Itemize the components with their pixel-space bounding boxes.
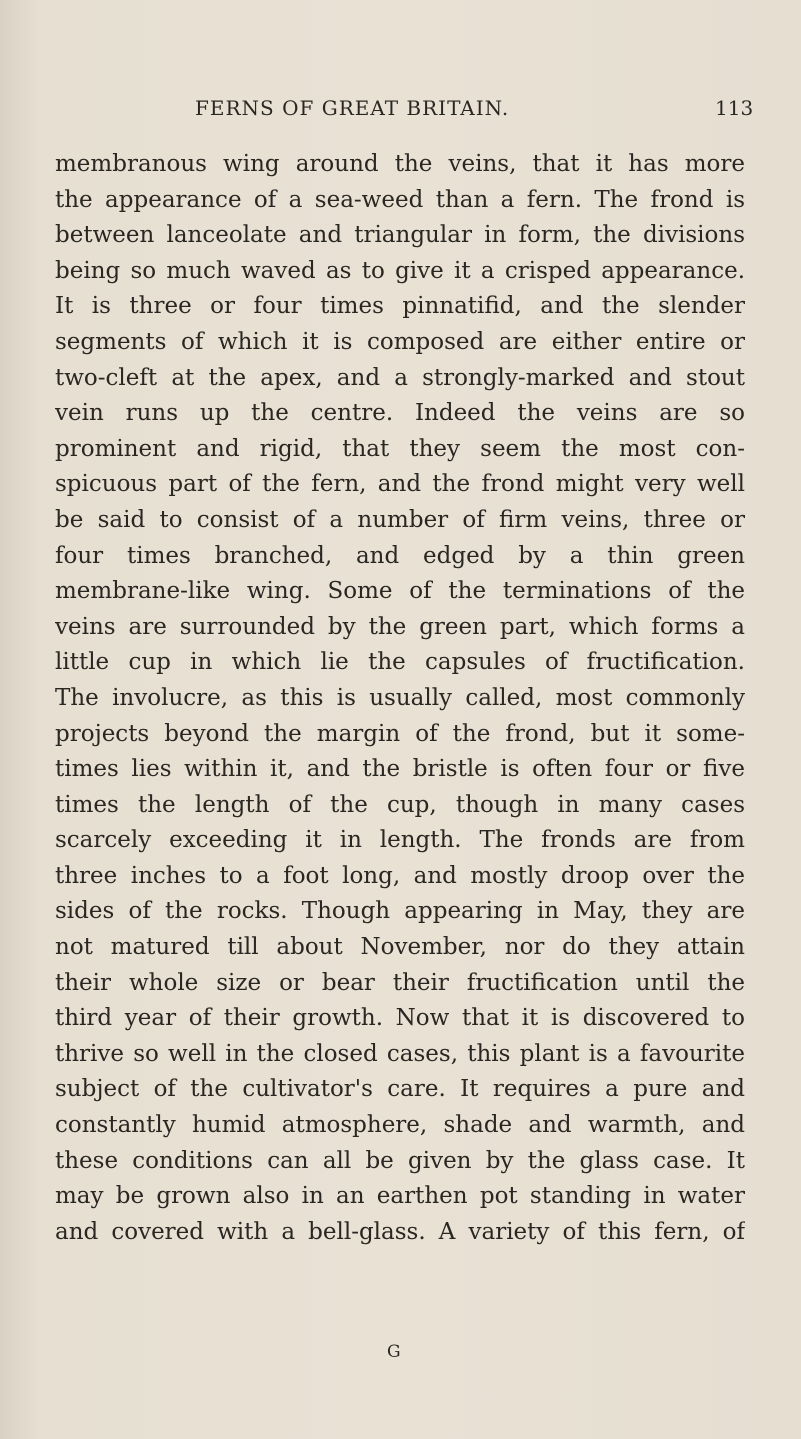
- text-line: may be grown also in an earthen pot standing in water: [55, 1183, 745, 1210]
- text-line: membranous wing around the veins, that it has more: [55, 151, 745, 177]
- running-head: [0, 96, 801, 126]
- text-line: the appearance of a sea-weed than a fern. The frond is: [55, 186, 745, 213]
- text-line: being so much waved as to give it a crisped appearance.: [55, 257, 745, 284]
- text-line: two-cleft at the apex, and a strongly-marked and stout: [55, 364, 745, 391]
- text-line: veins are surrounded by the green part, which forms a: [55, 613, 745, 640]
- text-line: subject of the cultivator's care. It requires a pure and: [55, 1076, 745, 1103]
- text-line: their whole size or bear their fructification until the: [55, 969, 745, 996]
- text-line: four times branched, and edged by a thin green: [55, 542, 745, 569]
- text-line: three inches to a foot long, and mostly droop over the: [55, 862, 745, 889]
- text-line: times lies within it, and the bristle is often four or five: [55, 756, 745, 783]
- text-line: constantly humid atmosphere, shade and warmth, and: [55, 1112, 745, 1139]
- text-line: be said to consist of a number of firm veins, three or: [55, 506, 745, 533]
- text-line: and covered with a bell-glass. A variety of this fern, of: [55, 1218, 745, 1245]
- text-line: times the length of the cup, though in many cases: [55, 791, 745, 818]
- text-line: scarcely exceeding it in length. The fronds are from: [55, 827, 745, 854]
- text-line: little cup in which lie the capsules of fructification.: [55, 649, 745, 676]
- text-line: prominent and rigid, that they seem the most con-: [55, 435, 745, 462]
- text-line: sides of the rocks. Though appearing in May, they are: [55, 898, 745, 925]
- text-line: thrive so well in the closed cases, this plant is a favourite: [55, 1040, 745, 1067]
- text-line: It is three or four times pinnatifid, and the slender: [55, 293, 745, 320]
- running-title: FERNS OF GREAT BRITAIN.: [195, 96, 510, 120]
- text-line: membrane-like wing. Some of the terminations of the: [55, 578, 745, 605]
- text-line: vein runs up the centre. Indeed the veins are so: [55, 400, 745, 427]
- body-text: [55, 147, 745, 1250]
- text-line: The involucre, as this is usually called, most commonly: [55, 684, 745, 711]
- text-line: between lanceolate and triangular in form, the divisions: [55, 222, 745, 249]
- page-number: 113: [715, 96, 754, 120]
- text-line: these conditions can all be given by the glass case. It: [55, 1147, 745, 1174]
- text-line: not matured till about November, nor do they attain: [55, 934, 745, 961]
- text-line: projects beyond the margin of the frond, but it some-: [55, 720, 745, 747]
- signature-mark: G: [387, 1342, 401, 1362]
- text-line: spicuous part of the fern, and the frond might very well: [55, 471, 745, 498]
- text-line: segments of which it is composed are either entire or: [55, 328, 745, 355]
- text-line: third year of their growth. Now that it is discovered to: [55, 1005, 745, 1032]
